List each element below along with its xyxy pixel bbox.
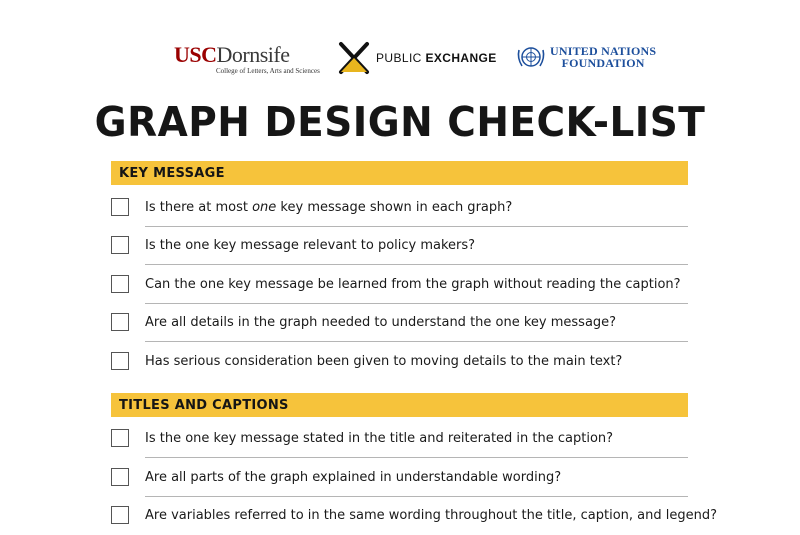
checklist-item [111, 459, 688, 497]
public-exchange-wordmark [376, 51, 497, 65]
checkbox[interactable] [111, 468, 129, 486]
checklist-item [111, 304, 688, 342]
checklist-item-text: Has serious consideration been given to moving details to the main text? [145, 354, 623, 369]
checklist-item-text [145, 200, 512, 215]
usc-tagline: College of Letters, Arts and Sciences [216, 67, 320, 75]
public-word: PUBLIC [376, 51, 422, 65]
item-divider [145, 457, 688, 458]
item-text-part: Is there at most [145, 200, 253, 215]
section-heading: KEY MESSAGE [119, 165, 225, 181]
usc-mark: USC [174, 42, 217, 67]
item-divider [145, 264, 688, 265]
checkbox[interactable] [111, 352, 129, 370]
checklist-item-text: Are all parts of the graph explained in understandable wording? [145, 470, 562, 485]
exchange-word: EXCHANGE [425, 51, 497, 65]
checklist-item [111, 420, 688, 458]
checklist-item-text: Are variables referred to in the same wording throughout the title, caption, and legend? [145, 508, 717, 523]
checkbox[interactable] [111, 236, 129, 254]
item-text-emphasis: one [252, 200, 277, 215]
dornsife-wordmark: Dornsife [216, 42, 290, 67]
checkbox[interactable] [111, 275, 129, 293]
un-foundation-wordmark [550, 45, 656, 69]
checklist-item [111, 227, 688, 265]
un-emblem-icon [514, 42, 548, 72]
checklist-item-text: Are all details in the graph needed to understand the one key message? [145, 315, 617, 330]
section-heading: TITLES AND CAPTIONS [119, 397, 289, 413]
section-header-titles-and-captions [111, 393, 688, 417]
item-text-part: key message shown in each graph? [276, 200, 513, 215]
item-divider [145, 341, 688, 342]
public-exchange-logo [336, 40, 497, 76]
checklist-item [111, 497, 717, 535]
checkbox[interactable] [111, 429, 129, 447]
usc-dornsife-logo [174, 44, 320, 75]
checklist-item-text: Is the one key message stated in the title and reiterated in the caption? [145, 431, 614, 446]
un-foundation-logo [514, 42, 656, 72]
logo-strip [0, 38, 800, 82]
checklist-item-text: Can the one key message be learned from the graph without reading the caption? [145, 277, 681, 292]
checklist-item [111, 343, 688, 381]
checklist-item [111, 266, 688, 304]
section-header-key-message [111, 161, 688, 185]
checklist-item [111, 189, 688, 227]
public-exchange-x-icon [336, 40, 372, 76]
checklist-item-text: Is the one key message relevant to policy makers? [145, 238, 476, 253]
checkbox[interactable] [111, 198, 129, 216]
un-line-2: FOUNDATION [561, 56, 645, 70]
checkbox[interactable] [111, 506, 129, 524]
page-title: GRAPH DESIGN CHECK-LIST [94, 98, 706, 146]
checkbox[interactable] [111, 313, 129, 331]
un-line-1: UNITED NATIONS [550, 44, 657, 58]
